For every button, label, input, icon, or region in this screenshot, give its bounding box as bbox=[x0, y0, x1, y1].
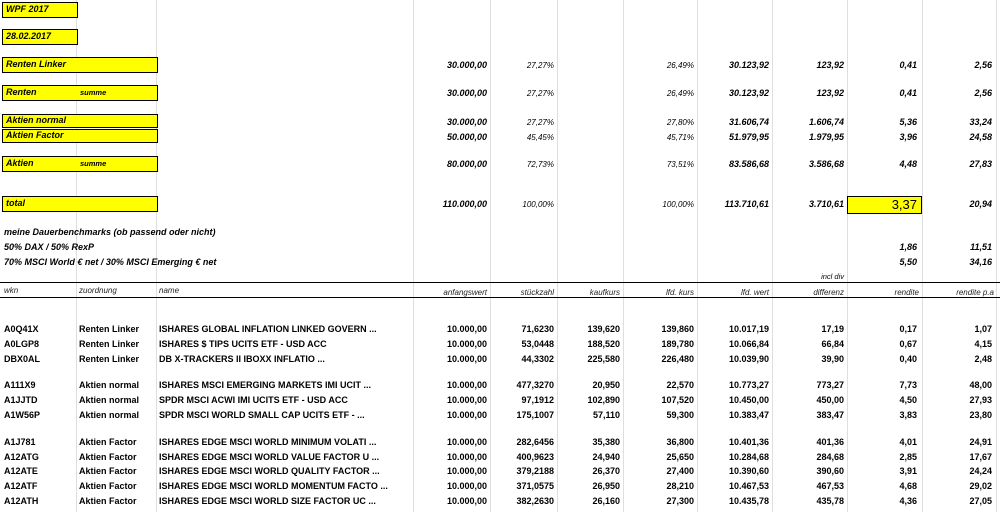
position-ren[interactable]: 0,67 bbox=[899, 339, 917, 349]
position-ren[interactable]: 0,40 bbox=[899, 354, 917, 364]
summary-renditepa: 33,24 bbox=[969, 117, 992, 127]
summary-anfang: 30.000,00 bbox=[446, 88, 487, 98]
column-divider bbox=[922, 0, 923, 512]
position-stk[interactable]: 71,6230 bbox=[521, 324, 554, 334]
position-ren[interactable]: 3,83 bbox=[899, 410, 917, 420]
summary-anfang: 80.000,00 bbox=[446, 159, 487, 169]
position-diff[interactable]: 66,84 bbox=[821, 339, 844, 349]
summary-sublabel: summe bbox=[80, 159, 107, 168]
position-zuo[interactable]: Aktien Factor bbox=[79, 466, 137, 476]
position-name[interactable]: ISHARES EDGE MSCI WORLD SIZE FACTOR UC ... bbox=[159, 496, 376, 506]
position-lwert[interactable]: 10.401,36 bbox=[728, 437, 769, 447]
position-renpa[interactable]: 17,67 bbox=[969, 452, 992, 462]
position-anf[interactable]: 10.000,00 bbox=[446, 380, 487, 390]
summary-rendite: 0,41 bbox=[899, 60, 917, 70]
header-rendite-pa: rendite p.a bbox=[956, 288, 994, 297]
summary-diff: 123,92 bbox=[816, 88, 844, 98]
column-divider bbox=[847, 0, 848, 512]
header-wkn: wkn bbox=[4, 286, 19, 295]
benchmark-rendite: 5,50 bbox=[899, 257, 917, 267]
column-divider bbox=[156, 0, 157, 512]
position-zuo[interactable]: Aktien Factor bbox=[79, 481, 137, 491]
summary-rendite: 3,96 bbox=[899, 132, 917, 142]
position-stk[interactable]: 477,3270 bbox=[516, 380, 554, 390]
position-name[interactable]: ISHARES GLOBAL INFLATION LINKED GOVERN ... bbox=[159, 324, 377, 334]
position-stk[interactable]: 175,1007 bbox=[516, 410, 554, 420]
column-divider bbox=[772, 0, 773, 512]
summary-pct2: 73,51% bbox=[666, 160, 694, 169]
position-zuo[interactable]: Aktien Factor bbox=[79, 452, 137, 462]
position-kauf[interactable]: 20,950 bbox=[592, 380, 620, 390]
position-renpa[interactable]: 29,02 bbox=[969, 481, 992, 491]
summary-renditepa: 24,58 bbox=[969, 132, 992, 142]
position-lwert[interactable]: 10.773,27 bbox=[728, 380, 769, 390]
summary-label: Aktien bbox=[6, 158, 34, 168]
summary-diff: 3.710,61 bbox=[808, 199, 844, 209]
position-name[interactable]: ISHARES EDGE MSCI WORLD MINIMUM VOLATI ... bbox=[159, 437, 377, 447]
position-diff[interactable]: 383,47 bbox=[816, 410, 844, 420]
position-anf[interactable]: 10.000,00 bbox=[446, 324, 487, 334]
position-lkurs[interactable]: 226,480 bbox=[661, 354, 694, 364]
position-lwert[interactable]: 10.435,78 bbox=[728, 496, 769, 506]
position-kauf[interactable]: 139,620 bbox=[587, 324, 620, 334]
position-kauf[interactable]: 26,370 bbox=[592, 466, 620, 476]
position-renpa[interactable]: 27,05 bbox=[969, 496, 992, 506]
summary-renditepa: 2,56 bbox=[974, 88, 992, 98]
position-ren[interactable]: 4,68 bbox=[899, 481, 917, 491]
summary-wert: 30.123,92 bbox=[728, 60, 769, 70]
benchmark-rendite: 1,86 bbox=[899, 242, 917, 252]
position-ren[interactable]: 4,36 bbox=[899, 496, 917, 506]
position-lkurs[interactable]: 107,520 bbox=[661, 395, 694, 405]
position-lkurs[interactable]: 59,300 bbox=[666, 410, 694, 420]
position-stk[interactable]: 382,2630 bbox=[516, 496, 554, 506]
summary-pct2: 26,49% bbox=[666, 61, 694, 70]
position-lwert[interactable]: 10.284,68 bbox=[728, 452, 769, 462]
position-anf[interactable]: 10.000,00 bbox=[446, 437, 487, 447]
position-lkurs[interactable]: 36,800 bbox=[666, 437, 694, 447]
position-lkurs[interactable]: 22,570 bbox=[666, 380, 694, 390]
summary-label-cell[interactable] bbox=[2, 196, 158, 212]
header-lfd-wert: lfd. wert bbox=[740, 288, 769, 297]
position-renpa[interactable]: 4,15 bbox=[974, 339, 992, 349]
summary-wert: 83.586,68 bbox=[728, 159, 769, 169]
position-kauf[interactable]: 102,890 bbox=[587, 395, 620, 405]
summary-diff: 1.606,74 bbox=[808, 117, 844, 127]
summary-label-cell[interactable] bbox=[2, 129, 158, 143]
position-ren[interactable]: 4,01 bbox=[899, 437, 917, 447]
summary-anfang: 110.000,00 bbox=[442, 199, 487, 209]
title-cell[interactable] bbox=[2, 2, 78, 18]
summary-pct2: 27,80% bbox=[666, 118, 694, 127]
summary-wert: 31.606,74 bbox=[728, 117, 769, 127]
total-rendite-value: 3,37 bbox=[891, 197, 917, 212]
date-text: 28.02.2017 bbox=[6, 31, 52, 41]
summary-label: Aktien Factor bbox=[6, 130, 64, 140]
position-ren[interactable]: 2,85 bbox=[899, 452, 917, 462]
position-lwert[interactable]: 10.467,53 bbox=[728, 481, 769, 491]
summary-wert: 51.979,95 bbox=[728, 132, 769, 142]
position-kauf[interactable]: 57,110 bbox=[592, 410, 620, 420]
summary-pct1: 100,00% bbox=[522, 200, 554, 209]
summary-rendite: 0,41 bbox=[899, 88, 917, 98]
position-wkn[interactable]: A1J781 bbox=[4, 437, 36, 447]
position-wkn[interactable]: A12ATG bbox=[4, 452, 39, 462]
summary-pct1: 27,27% bbox=[526, 61, 554, 70]
position-anf[interactable]: 10.000,00 bbox=[446, 339, 487, 349]
benchmark-rendite-pa: 34,16 bbox=[969, 257, 992, 267]
position-zuo[interactable]: Renten Linker bbox=[79, 339, 140, 349]
summary-label: Aktien normal bbox=[6, 115, 67, 125]
summary-rendite: 5,36 bbox=[899, 117, 917, 127]
position-kauf[interactable]: 26,950 bbox=[592, 481, 620, 491]
header-differenz: differenz bbox=[813, 288, 844, 297]
position-lkurs[interactable]: 25,650 bbox=[666, 452, 694, 462]
position-renpa[interactable]: 27,93 bbox=[969, 395, 992, 405]
position-anf[interactable]: 10.000,00 bbox=[446, 410, 487, 420]
position-anf[interactable]: 10.000,00 bbox=[446, 354, 487, 364]
position-lwert[interactable]: 10.450,00 bbox=[728, 395, 769, 405]
date-cell[interactable] bbox=[2, 29, 78, 45]
position-zuo[interactable]: Renten Linker bbox=[79, 324, 140, 334]
header-zuordnung: zuordnung bbox=[79, 286, 117, 295]
position-lwert[interactable]: 10.390,60 bbox=[728, 466, 769, 476]
summary-pct2: 100,00% bbox=[662, 200, 694, 209]
summary-pct1: 27,27% bbox=[526, 118, 554, 127]
position-name[interactable]: SPDR MSCI ACWI IMI UCITS ETF - USD ACC bbox=[159, 395, 348, 405]
position-zuo[interactable]: Renten Linker bbox=[79, 354, 140, 364]
benchmark-label: 70% MSCI World € net / 30% MSCI Emerging € net bbox=[4, 257, 217, 267]
column-divider bbox=[413, 0, 414, 512]
position-diff[interactable]: 390,60 bbox=[816, 466, 844, 476]
position-lkurs[interactable]: 28,210 bbox=[666, 481, 694, 491]
header-anfangswert: anfangswert bbox=[443, 288, 487, 297]
position-kauf[interactable]: 24,940 bbox=[592, 452, 620, 462]
position-renpa[interactable]: 2,48 bbox=[974, 354, 992, 364]
header-top-rule bbox=[0, 282, 1000, 283]
benchmark-title: meine Dauerbenchmarks (ob passend oder nicht) bbox=[4, 227, 216, 237]
header-name: name bbox=[159, 286, 180, 295]
position-stk[interactable]: 379,2188 bbox=[516, 466, 554, 476]
summary-diff: 3.586,68 bbox=[808, 159, 844, 169]
position-diff[interactable]: 450,00 bbox=[816, 395, 844, 405]
position-diff[interactable]: 284,68 bbox=[816, 452, 844, 462]
position-renpa[interactable]: 48,00 bbox=[969, 380, 992, 390]
column-divider bbox=[490, 0, 491, 512]
summary-diff: 1.979,95 bbox=[808, 132, 844, 142]
position-diff[interactable]: 17,19 bbox=[821, 324, 844, 334]
summary-anfang: 50.000,00 bbox=[446, 132, 487, 142]
summary-label-cell[interactable] bbox=[2, 114, 158, 128]
summary-sublabel: summe bbox=[80, 88, 107, 97]
position-wkn[interactable]: A1W56P bbox=[4, 410, 41, 420]
summary-renditepa: 27,83 bbox=[969, 159, 992, 169]
position-lwert[interactable]: 10.066,84 bbox=[728, 339, 769, 349]
position-stk[interactable]: 97,1912 bbox=[521, 395, 554, 405]
summary-label: total bbox=[6, 198, 25, 208]
summary-label-cell[interactable] bbox=[2, 57, 158, 73]
position-kauf[interactable]: 225,580 bbox=[587, 354, 620, 364]
position-wkn[interactable]: A0Q41X bbox=[4, 324, 39, 334]
position-diff[interactable]: 435,78 bbox=[816, 496, 844, 506]
position-diff[interactable]: 401,36 bbox=[816, 437, 844, 447]
summary-renditepa: 20,94 bbox=[969, 199, 992, 209]
position-name[interactable]: ISHARES EDGE MSCI WORLD VALUE FACTOR U ... bbox=[159, 452, 380, 462]
summary-pct1: 45,45% bbox=[526, 133, 554, 142]
position-renpa[interactable]: 24,24 bbox=[969, 466, 992, 476]
position-zuo[interactable]: Aktien normal bbox=[79, 380, 140, 390]
summary-pct2: 26,49% bbox=[666, 89, 694, 98]
position-lwert[interactable]: 10.017,19 bbox=[728, 324, 769, 334]
summary-pct2: 45,71% bbox=[666, 133, 694, 142]
benchmark-label: 50% DAX / 50% RexP bbox=[4, 242, 95, 252]
summary-diff: 123,92 bbox=[816, 60, 844, 70]
summary-pct1: 27,27% bbox=[526, 89, 554, 98]
summary-label: Renten bbox=[6, 87, 37, 97]
benchmark-rendite-pa: 11,51 bbox=[970, 242, 992, 252]
column-divider bbox=[996, 0, 997, 512]
position-ren[interactable]: 7,73 bbox=[899, 380, 917, 390]
position-stk[interactable]: 400,9623 bbox=[516, 452, 554, 462]
position-anf[interactable]: 10.000,00 bbox=[446, 481, 487, 491]
position-wkn[interactable]: DBX0AL bbox=[4, 354, 41, 364]
position-kauf[interactable]: 26,160 bbox=[592, 496, 620, 506]
position-lkurs[interactable]: 27,300 bbox=[666, 496, 694, 506]
position-anf[interactable]: 10.000,00 bbox=[446, 466, 487, 476]
position-name[interactable]: DB X-TRACKERS II IBOXX INFLATIO ... bbox=[159, 354, 325, 364]
header-stueckzahl: stückzahl bbox=[520, 288, 554, 297]
position-kauf[interactable]: 35,380 bbox=[592, 437, 620, 447]
position-ren[interactable]: 4,50 bbox=[899, 395, 917, 405]
header-lfd-kurs: lfd. kurs bbox=[665, 288, 694, 297]
summary-label-cell[interactable] bbox=[2, 156, 158, 172]
position-kauf[interactable]: 188,520 bbox=[587, 339, 620, 349]
summary-renditepa: 2,56 bbox=[974, 60, 992, 70]
position-name[interactable]: ISHARES EDGE MSCI WORLD MOMENTUM FACTO ... bbox=[159, 481, 388, 491]
header-rendite: rendite bbox=[894, 288, 919, 297]
position-diff[interactable]: 467,53 bbox=[816, 481, 844, 491]
summary-wert: 30.123,92 bbox=[728, 88, 769, 98]
position-diff[interactable]: 39,90 bbox=[821, 354, 844, 364]
position-wkn[interactable]: A12ATH bbox=[4, 496, 39, 506]
position-anf[interactable]: 10.000,00 bbox=[446, 452, 487, 462]
position-zuo[interactable]: Aktien normal bbox=[79, 410, 140, 420]
position-stk[interactable]: 371,0575 bbox=[516, 481, 554, 491]
position-lwert[interactable]: 10.039,90 bbox=[728, 354, 769, 364]
position-stk[interactable]: 53,0448 bbox=[521, 339, 554, 349]
position-lkurs[interactable]: 189,780 bbox=[661, 339, 694, 349]
position-renpa[interactable]: 23,80 bbox=[969, 410, 992, 420]
summary-pct1: 72,73% bbox=[526, 160, 554, 169]
position-stk[interactable]: 282,6456 bbox=[516, 437, 554, 447]
position-zuo[interactable]: Aktien Factor bbox=[79, 496, 137, 506]
summary-label: Renten Linker bbox=[6, 59, 67, 69]
position-lkurs[interactable]: 139,860 bbox=[661, 324, 694, 334]
summary-rendite: 4,48 bbox=[899, 159, 917, 169]
summary-label-cell[interactable] bbox=[2, 85, 158, 101]
summary-anfang: 30.000,00 bbox=[446, 60, 487, 70]
position-zuo[interactable]: Aktien normal bbox=[79, 395, 140, 405]
position-ren[interactable]: 0,17 bbox=[899, 324, 917, 334]
position-diff[interactable]: 773,27 bbox=[816, 380, 844, 390]
summary-wert: 113.710,61 bbox=[724, 199, 769, 209]
position-lwert[interactable]: 10.383,47 bbox=[728, 410, 769, 420]
header-bottom-rule bbox=[0, 297, 1000, 298]
position-anf[interactable]: 10.000,00 bbox=[446, 496, 487, 506]
position-wkn[interactable]: A0LGP8 bbox=[4, 339, 40, 349]
position-name[interactable]: ISHARES MSCI EMERGING MARKETS IMI UCIT ... bbox=[159, 380, 372, 390]
summary-anfang: 30.000,00 bbox=[446, 117, 487, 127]
column-divider bbox=[697, 0, 698, 512]
position-wkn[interactable]: A12ATF bbox=[4, 481, 38, 491]
position-wkn[interactable]: A111X9 bbox=[4, 380, 36, 390]
position-name[interactable]: ISHARES $ TIPS UCITS ETF - USD ACC bbox=[159, 339, 327, 349]
position-stk[interactable]: 44,3302 bbox=[521, 354, 554, 364]
column-divider bbox=[76, 0, 77, 512]
position-name[interactable]: ISHARES EDGE MSCI WORLD QUALITY FACTOR ... bbox=[159, 466, 380, 476]
column-divider bbox=[623, 0, 624, 512]
position-ren[interactable]: 3,91 bbox=[899, 466, 917, 476]
position-zuo[interactable]: Aktien Factor bbox=[79, 437, 137, 447]
position-wkn[interactable]: A1JJTD bbox=[4, 395, 38, 405]
position-renpa[interactable]: 24,91 bbox=[969, 437, 992, 447]
position-name[interactable]: SPDR MSCI WORLD SMALL CAP UCITS ETF - ... bbox=[159, 410, 365, 420]
incl-div-note: incl div bbox=[821, 272, 844, 281]
header-kaufkurs: kaufkurs bbox=[589, 288, 620, 297]
column-divider bbox=[557, 0, 558, 512]
title-text: WPF 2017 bbox=[6, 4, 49, 14]
position-anf[interactable]: 10.000,00 bbox=[446, 395, 487, 405]
position-wkn[interactable]: A12ATE bbox=[4, 466, 38, 476]
position-renpa[interactable]: 1,07 bbox=[974, 324, 992, 334]
position-lkurs[interactable]: 27,400 bbox=[666, 466, 694, 476]
